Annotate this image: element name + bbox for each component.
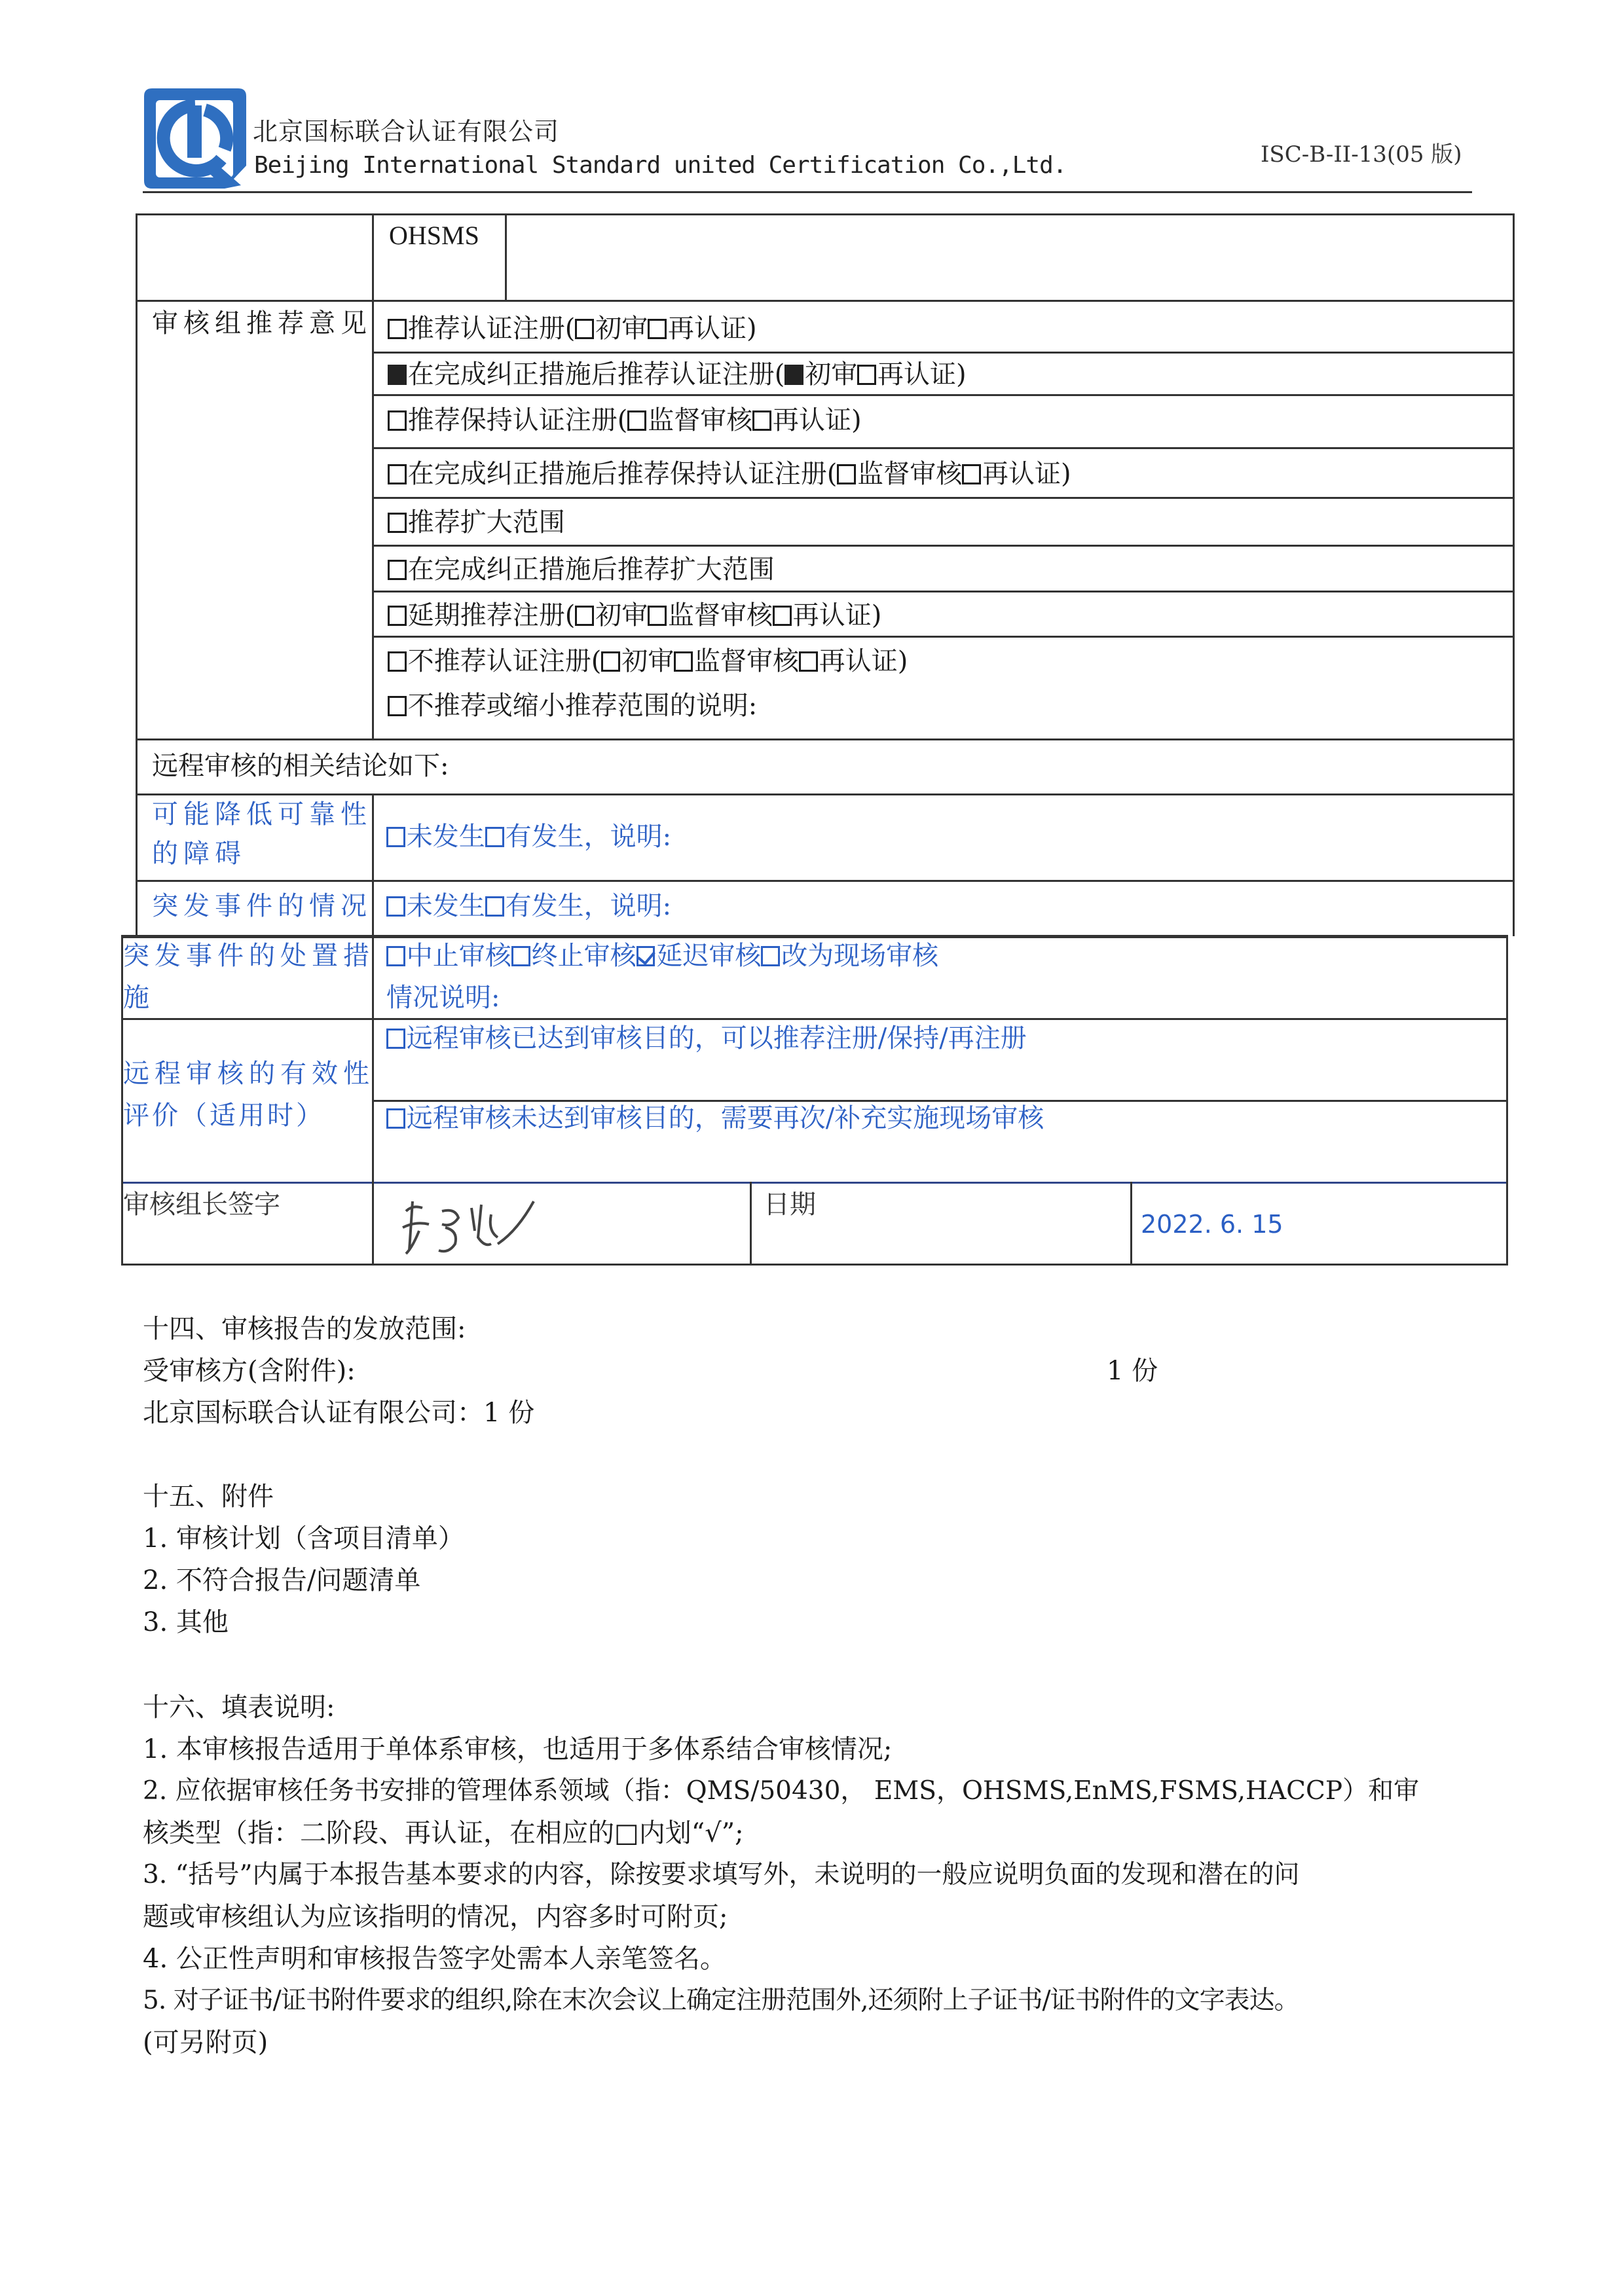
option-text: 监督审核 — [648, 405, 753, 435]
header-divider — [143, 191, 1472, 193]
table-border — [1513, 213, 1515, 936]
emergency-label: 突发事件的情况 — [152, 891, 372, 921]
table-border — [372, 545, 1515, 547]
checkbox-icon[interactable] — [386, 896, 405, 917]
option-text: 在完成纠正措施后推荐扩大范围 — [407, 555, 775, 585]
checkbox-icon[interactable] — [601, 651, 620, 672]
checkbox-icon[interactable] — [386, 1029, 405, 1049]
reliability-options[interactable] — [386, 816, 671, 858]
option-text: 有发生，说明: — [505, 822, 672, 852]
option-text: 监督审核 — [857, 459, 963, 489]
checkbox-icon[interactable] — [761, 946, 780, 966]
recommendation-option[interactable] — [388, 354, 967, 395]
table-border — [750, 1182, 752, 1266]
handwritten-signature-icon — [393, 1192, 550, 1264]
checkbox-icon[interactable] — [511, 946, 530, 966]
table-border — [372, 591, 1515, 592]
leader-signature-label: 审核组长签字 — [123, 1190, 280, 1220]
option-text: 再认证) — [773, 405, 862, 435]
option-text: 中止审核 — [406, 941, 511, 971]
option-text: 再认证) — [792, 600, 882, 630]
instruction-line: (可另附页) — [143, 2028, 268, 2058]
checkbox-icon[interactable] — [962, 464, 981, 484]
checkbox-icon[interactable] — [485, 896, 504, 917]
logo-mark-icon — [143, 87, 248, 190]
checkbox-icon[interactable] — [386, 1108, 405, 1129]
option-text: 初审 — [805, 359, 858, 390]
option-text: 延期推荐注册( — [407, 600, 576, 630]
option-text: 再认证) — [982, 459, 1071, 489]
handling-label: 突发事件的处置措 — [123, 941, 375, 971]
checkbox-icon[interactable] — [386, 827, 405, 847]
option-text: 终止审核 — [531, 941, 637, 971]
checkbox-icon[interactable] — [388, 651, 407, 672]
instruction-line: 3. “括号”内属于本报告基本要求的内容，除按要求填写外，未说明的一般应说明负面的发现和潜在的问 — [143, 1860, 1300, 1889]
option-text: 推荐认证注册( — [407, 314, 576, 344]
table-border — [372, 935, 374, 1266]
distribution-company-line: 北京国标联合认证有限公司：1 份 — [143, 1398, 535, 1428]
date-label: 日期 — [764, 1190, 816, 1220]
option-text: 再认证) — [819, 646, 908, 676]
recommendation-option[interactable] — [388, 685, 757, 727]
reliability-label: 可能降低可靠性 — [152, 799, 372, 829]
distribution-heading: 十四、审核报告的发放范围: — [143, 1314, 466, 1344]
option-text: 推荐保持认证注册( — [407, 405, 628, 435]
table-border — [136, 300, 1515, 302]
instruction-line: 4. 公正性声明和审核报告签字处需本人亲笔签名。 — [143, 1944, 726, 1974]
option-text: 推荐扩大范围 — [407, 507, 565, 538]
option-text: 不推荐认证注册( — [407, 646, 602, 676]
instructions-heading: 十六、填表说明: — [143, 1692, 335, 1722]
instruction-line: 核类型（指：二阶段、再认证，在相应的□内划“√”; — [143, 1818, 744, 1848]
recommendation-option[interactable] — [388, 640, 908, 682]
instruction-line: 题或审核组认为应该指明的情况，内容多时可附页; — [143, 1902, 728, 1932]
attachments-heading: 十五、附件 — [143, 1482, 274, 1512]
option-text: 有发生，说明: — [505, 891, 672, 921]
recommendation-option[interactable] — [388, 453, 1071, 495]
checkbox-icon[interactable] — [388, 606, 407, 626]
checkbox-icon[interactable] — [485, 827, 504, 847]
checkbox-icon[interactable] — [857, 365, 876, 385]
effectiveness-label: 远程审核的有效性 — [123, 1059, 375, 1089]
emergency-options[interactable] — [386, 885, 671, 927]
checkbox-icon[interactable] — [388, 410, 407, 431]
instruction-line: 1. 本审核报告适用于单体系审核，也适用于多体系结合审核情况; — [143, 1734, 893, 1764]
checkbox-icon[interactable] — [388, 513, 407, 533]
option-text: 未发生 — [406, 822, 485, 852]
table-border — [372, 213, 374, 739]
checkbox-icon[interactable] — [773, 606, 792, 626]
checkbox-icon[interactable] — [575, 319, 594, 339]
table-border — [372, 447, 1515, 449]
checkbox-icon[interactable] — [575, 606, 594, 626]
effectiveness-not-achieved-option[interactable] — [386, 1097, 1044, 1139]
recommendation-option[interactable] — [388, 308, 757, 350]
table-border — [136, 213, 1515, 215]
recommendation-option[interactable] — [388, 549, 775, 591]
company-logo — [143, 87, 248, 190]
date-value: 2022. 6. 15 — [1141, 1210, 1283, 1239]
instruction-line: 5. 对子证书/证书附件要求的组织,除在末次会议上确定注册范围外,还须附上子证书/证书附件的文字表达。 — [143, 1986, 1299, 2015]
attachment-item: 1. 审核计划（含项目清单） — [143, 1523, 464, 1554]
form-code: ISC-B-II-13(05 版) — [1261, 141, 1462, 168]
effectiveness-achieved-option[interactable] — [386, 1017, 1027, 1059]
instruction-line: 2. 应依据审核任务书安排的管理体系领域（指：QMS/50430， EMS，OHSMS,EnMS,FSMS,HACCP）和审 — [143, 1776, 1420, 1806]
effectiveness-label-cont: 评价（适用时） — [123, 1101, 325, 1131]
option-text: 初审 — [595, 314, 648, 344]
table-border — [136, 880, 1515, 882]
option-text: 延迟审核 — [656, 941, 762, 971]
table-border — [372, 497, 1515, 499]
table-border — [1130, 1182, 1132, 1266]
checkbox-icon[interactable] — [648, 606, 667, 626]
checkbox-checked-icon[interactable] — [388, 365, 407, 385]
option-text: 监督审核 — [668, 600, 773, 630]
handling-options[interactable] — [386, 935, 938, 977]
checkbox-icon[interactable] — [388, 464, 407, 484]
effectiveness-not-achieved-text: 远程审核未达到审核目的，需要再次/补充实施现场审核 — [406, 1103, 1044, 1133]
checkbox-icon[interactable] — [799, 651, 818, 672]
option-text: 监督审核 — [694, 646, 799, 676]
option-text: 在完成纠正措施后推荐认证注册( — [407, 359, 785, 390]
distribution-auditee-copies: 1 份 — [1107, 1356, 1158, 1386]
table-border — [136, 738, 1515, 740]
option-text: 不推荐或缩小推荐范围的说明: — [407, 691, 758, 721]
attachment-item: 2. 不符合报告/问题清单 — [143, 1565, 421, 1595]
distribution-auditee-label: 受审核方(含附件): — [143, 1356, 356, 1386]
effectiveness-achieved-text: 远程审核已达到审核目的，可以推荐注册/保持/再注册 — [406, 1023, 1027, 1053]
option-text: 未发生 — [406, 891, 485, 921]
ohsms-label: OHSMS — [389, 221, 479, 250]
checkbox-icon[interactable] — [388, 560, 407, 580]
table-border — [1506, 935, 1508, 1266]
checkbox-icon[interactable] — [648, 319, 667, 339]
checkbox-icon[interactable] — [837, 464, 856, 484]
option-text: 再认证) — [668, 314, 757, 344]
remote-conclusion-heading: 远程审核的相关结论如下: — [152, 751, 449, 781]
checkbox-checked-icon[interactable] — [784, 365, 803, 385]
handling-note: 情况说明: — [386, 983, 500, 1013]
company-name-en: Beijing International Standard united Certification Co.,Ltd. — [254, 152, 1067, 179]
recommendation-option[interactable] — [388, 399, 862, 441]
handling-label-cont: 施 — [123, 983, 149, 1013]
table-border — [372, 793, 374, 936]
option-text: 在完成纠正措施后推荐保持认证注册( — [407, 459, 838, 489]
option-text: 再认证) — [877, 359, 967, 390]
table-border — [136, 213, 138, 936]
table-border — [505, 213, 507, 301]
option-text: 初审 — [595, 600, 648, 630]
checkbox-icon[interactable] — [627, 410, 646, 431]
checkbox-icon[interactable] — [674, 651, 693, 672]
checkbox-icon[interactable] — [388, 696, 407, 716]
recommendation-option[interactable] — [388, 594, 881, 636]
company-name-cn: 北京国标联合认证有限公司 — [253, 117, 560, 146]
recommendation-label: 审核组推荐意见 — [152, 308, 372, 338]
attachment-item: 3. 其他 — [143, 1607, 229, 1637]
table-border — [121, 1264, 1508, 1266]
checkbox-icon[interactable] — [752, 410, 771, 431]
leader-signature — [393, 1192, 550, 1264]
recommendation-option[interactable] — [388, 501, 565, 543]
option-text: 改为现场审核 — [781, 941, 939, 971]
checkbox-checked-icon[interactable] — [637, 946, 655, 966]
option-text: 初审 — [621, 646, 674, 676]
checkbox-icon[interactable] — [386, 946, 405, 966]
reliability-label-cont: 的障碍 — [152, 839, 246, 869]
checkbox-icon[interactable] — [388, 319, 407, 339]
